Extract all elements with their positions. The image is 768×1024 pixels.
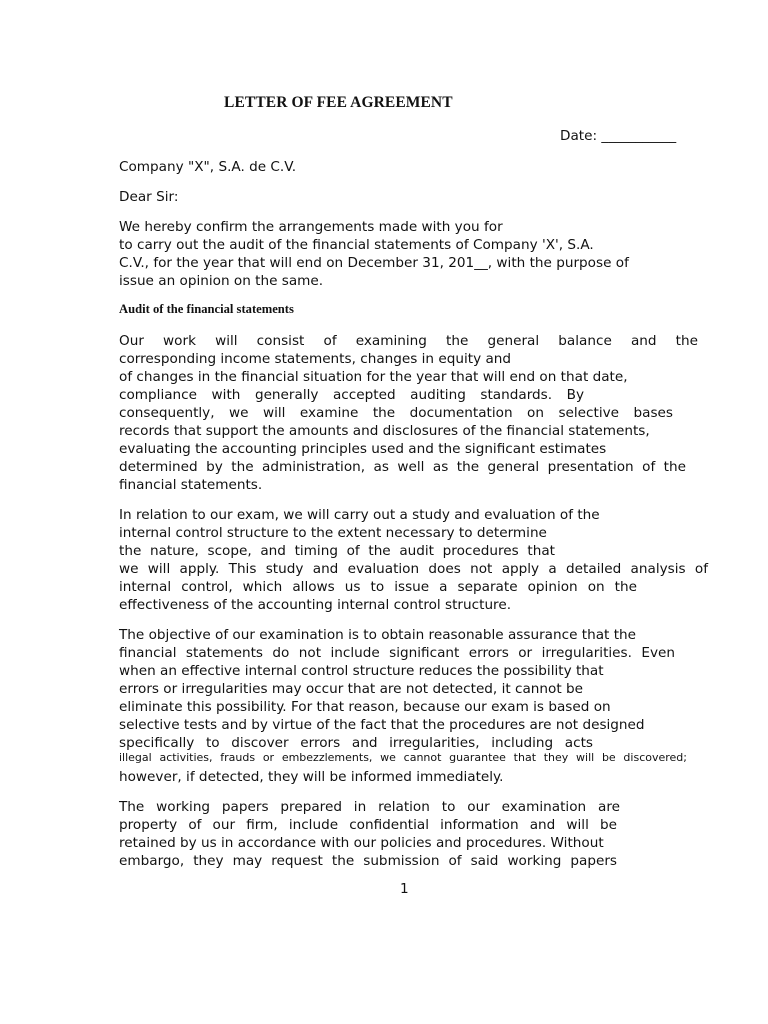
date-line: Date: ___________ — [560, 128, 677, 144]
salutation: Dear Sir: — [119, 189, 179, 205]
section-heading: Audit of the financial statements — [119, 302, 294, 316]
paragraph-line: consequently, we will examine the documentation on selective bases — [119, 405, 673, 421]
paragraph-line: financial statements. — [119, 477, 263, 493]
paragraph-line: property of our firm, include confidential information and will be — [119, 817, 617, 833]
paragraph-line: the nature, scope, and timing of the audit procedures that — [119, 543, 555, 559]
paragraph-line: retained by us in accordance with our policies and procedures. Without — [119, 835, 604, 851]
paragraph-line: The objective of our examination is to obtain reasonable assurance that the — [119, 627, 637, 643]
paragraph-line: we will apply. This study and evaluation does not apply a detailed analysis of — [119, 561, 708, 577]
paragraph-line: embargo, they may request the submission of said working papers — [119, 853, 617, 869]
paragraph-line: compliance with generally accepted auditing standards. By — [119, 387, 584, 403]
paragraph-line: evaluating the accounting principles used and the significant estimates — [119, 441, 607, 457]
paragraph-line: internal control, which allows us to issue a separate opinion on the — [119, 579, 637, 595]
paragraph-line: specifically to discover errors and irregularities, including acts — [119, 735, 593, 751]
paragraph-line: financial statements do not include significant errors or irregularities. Even — [119, 645, 675, 661]
paragraph-line: The working papers prepared in relation to our examination are — [119, 799, 620, 815]
paragraph-line: eliminate this possibility. For that reason, because our exam is based on — [119, 699, 611, 715]
intro-line: to carry out the audit of the financial statements of Company 'X', S.A. — [119, 237, 594, 253]
paragraph-line: however, if detected, they will be informed immediately. — [119, 769, 504, 785]
paragraph-line: illegal activities, frauds or embezzlements, we cannot guarantee that they will be discovered; — [119, 751, 687, 764]
paragraph-line: In relation to our exam, we will carry out a study and evaluation of the — [119, 507, 600, 523]
paragraph-line: selective tests and by virtue of the fact that the procedures are not designed — [119, 717, 645, 733]
paragraph-line: corresponding income statements, changes in equity and — [119, 351, 512, 367]
intro-line: We hereby confirm the arrangements made with you for — [119, 219, 503, 235]
paragraph-line: internal control structure to the extent necessary to determine — [119, 525, 547, 541]
page-number: 1 — [400, 881, 409, 897]
intro-line: C.V., for the year that will end on December 31, 201__, with the purpose of — [119, 255, 629, 271]
paragraph-line: effectiveness of the accounting internal control structure. — [119, 597, 512, 613]
document-title: LETTER OF FEE AGREEMENT — [224, 94, 453, 111]
intro-line: issue an opinion on the same. — [119, 273, 324, 289]
recipient: Company "X", S.A. de C.V. — [119, 159, 297, 175]
paragraph-line: Our work will consist of examining the general balance and the — [119, 333, 698, 349]
paragraph-line: of changes in the financial situation for the year that will end on that date, — [119, 369, 628, 385]
paragraph-line: when an effective internal control structure reduces the possibility that — [119, 663, 604, 679]
paragraph-line: errors or irregularities may occur that are not detected, it cannot be — [119, 681, 583, 697]
paragraph-line: records that support the amounts and disclosures of the financial statements, — [119, 423, 650, 439]
paragraph-line: determined by the administration, as well as the general presentation of the — [119, 459, 686, 475]
